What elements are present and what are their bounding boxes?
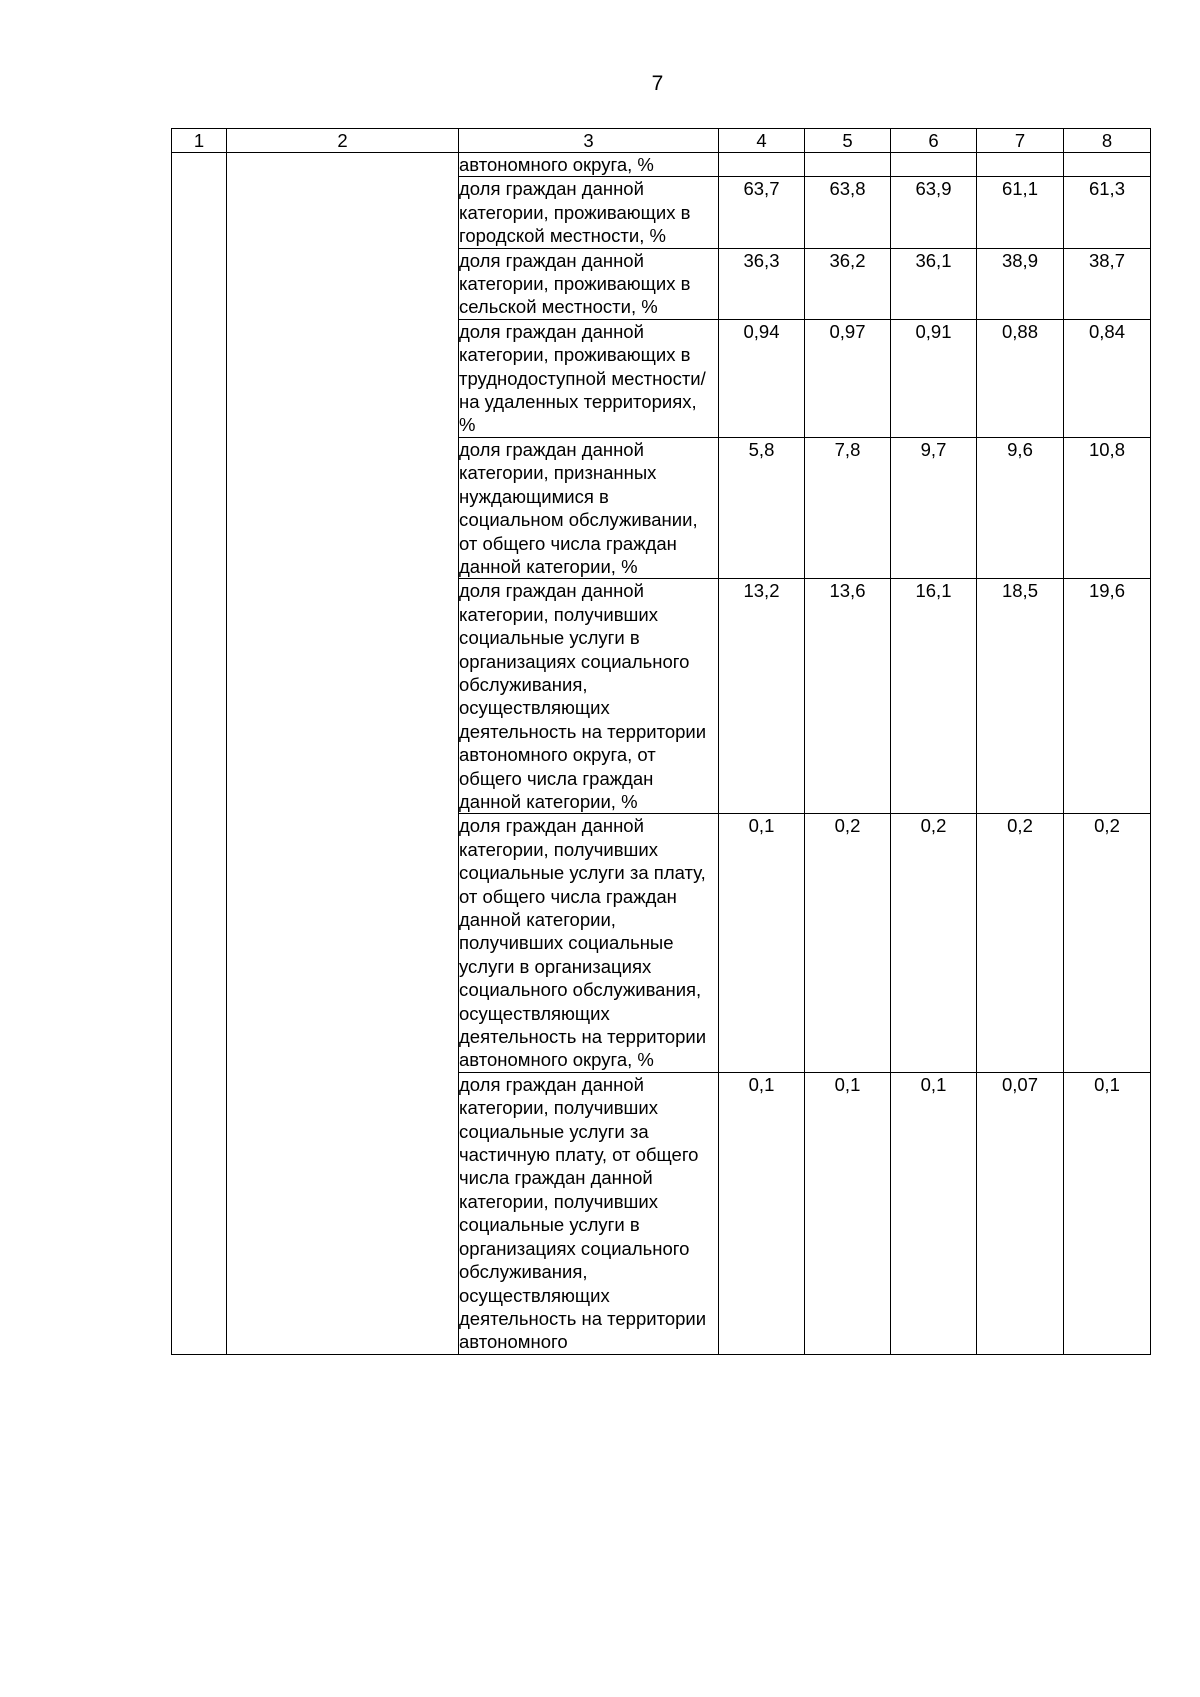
column-header: 8 (1064, 129, 1151, 153)
indicator-description: доля граждан данной категории, проживающих в городской местности, % (459, 177, 719, 248)
column-header: 4 (719, 129, 805, 153)
value-cell (805, 153, 891, 177)
value-cell: 38,7 (1064, 248, 1151, 319)
value-cell: 0,1 (719, 814, 805, 1072)
value-cell: 0,88 (977, 319, 1064, 437)
value-cell: 0,2 (891, 814, 977, 1072)
indicator-description: доля граждан данной категории, получивших социальные услуги за плату, от общего числа граждан данной категории, получивших социальные услуги в организациях социального обслуживания, осуществляющих деятельность на территории автономного округа, % (459, 814, 719, 1072)
value-cell: 0,1 (719, 1072, 805, 1354)
header-row (172, 129, 1151, 153)
value-cell: 0,84 (1064, 319, 1151, 437)
value-cell: 18,5 (977, 579, 1064, 814)
value-cell: 9,6 (977, 437, 1064, 578)
value-cell (977, 153, 1064, 177)
value-cell: 0,2 (1064, 814, 1151, 1072)
value-cell: 0,07 (977, 1072, 1064, 1354)
value-cell: 0,97 (805, 319, 891, 437)
value-cell: 0,1 (805, 1072, 891, 1354)
indicator-description: доля граждан данной категории, получивших социальные услуги за частичную плату, от общего числа граждан данной категории, получивших социальные услуги в организациях социального обслуживания, осуществляющих деятельность на территории автономного (459, 1072, 719, 1354)
column-header: 7 (977, 129, 1064, 153)
value-cell: 19,6 (1064, 579, 1151, 814)
value-cell (891, 153, 977, 177)
column-header: 1 (172, 129, 227, 153)
column-header: 2 (227, 129, 459, 153)
value-cell: 0,2 (805, 814, 891, 1072)
value-cell: 0,2 (977, 814, 1064, 1072)
value-cell: 63,8 (805, 177, 891, 248)
indicator-description: доля граждан данной категории, получивших социальные услуги в организациях социального обслуживания, осуществляющих деятельность на территории автономного округа, от общего числа граждан данной категории, % (459, 579, 719, 814)
value-cell: 63,7 (719, 177, 805, 248)
value-cell: 13,6 (805, 579, 891, 814)
page-number: 7 (651, 72, 664, 95)
indicator-description: доля граждан данной категории, проживающих в труднодоступной местности/на удаленных территориях, % (459, 319, 719, 437)
value-cell: 5,8 (719, 437, 805, 578)
row-number-cell (172, 153, 227, 1355)
value-cell: 36,2 (805, 248, 891, 319)
table-row (172, 153, 1151, 177)
indicators-table (171, 128, 1151, 1355)
value-cell: 61,1 (977, 177, 1064, 248)
value-cell: 0,94 (719, 319, 805, 437)
value-cell (1064, 153, 1151, 177)
value-cell: 38,9 (977, 248, 1064, 319)
column-header: 3 (459, 129, 719, 153)
indicator-description: доля граждан данной категории, признанных нуждающимися в социальном обслуживании, от общего числа граждан данной категории, % (459, 437, 719, 578)
value-cell: 7,8 (805, 437, 891, 578)
indicator-name-cell (227, 153, 459, 1355)
value-cell: 63,9 (891, 177, 977, 248)
indicator-description: автономного округа, % (459, 153, 719, 177)
value-cell: 0,1 (1064, 1072, 1151, 1354)
value-cell: 16,1 (891, 579, 977, 814)
indicator-description: доля граждан данной категории, проживающих в сельской местности, % (459, 248, 719, 319)
column-header: 5 (805, 129, 891, 153)
value-cell (719, 153, 805, 177)
value-cell: 0,1 (891, 1072, 977, 1354)
value-cell: 36,1 (891, 248, 977, 319)
value-cell: 9,7 (891, 437, 977, 578)
value-cell: 13,2 (719, 579, 805, 814)
value-cell: 0,91 (891, 319, 977, 437)
column-header: 6 (891, 129, 977, 153)
value-cell: 36,3 (719, 248, 805, 319)
value-cell: 61,3 (1064, 177, 1151, 248)
value-cell: 10,8 (1064, 437, 1151, 578)
